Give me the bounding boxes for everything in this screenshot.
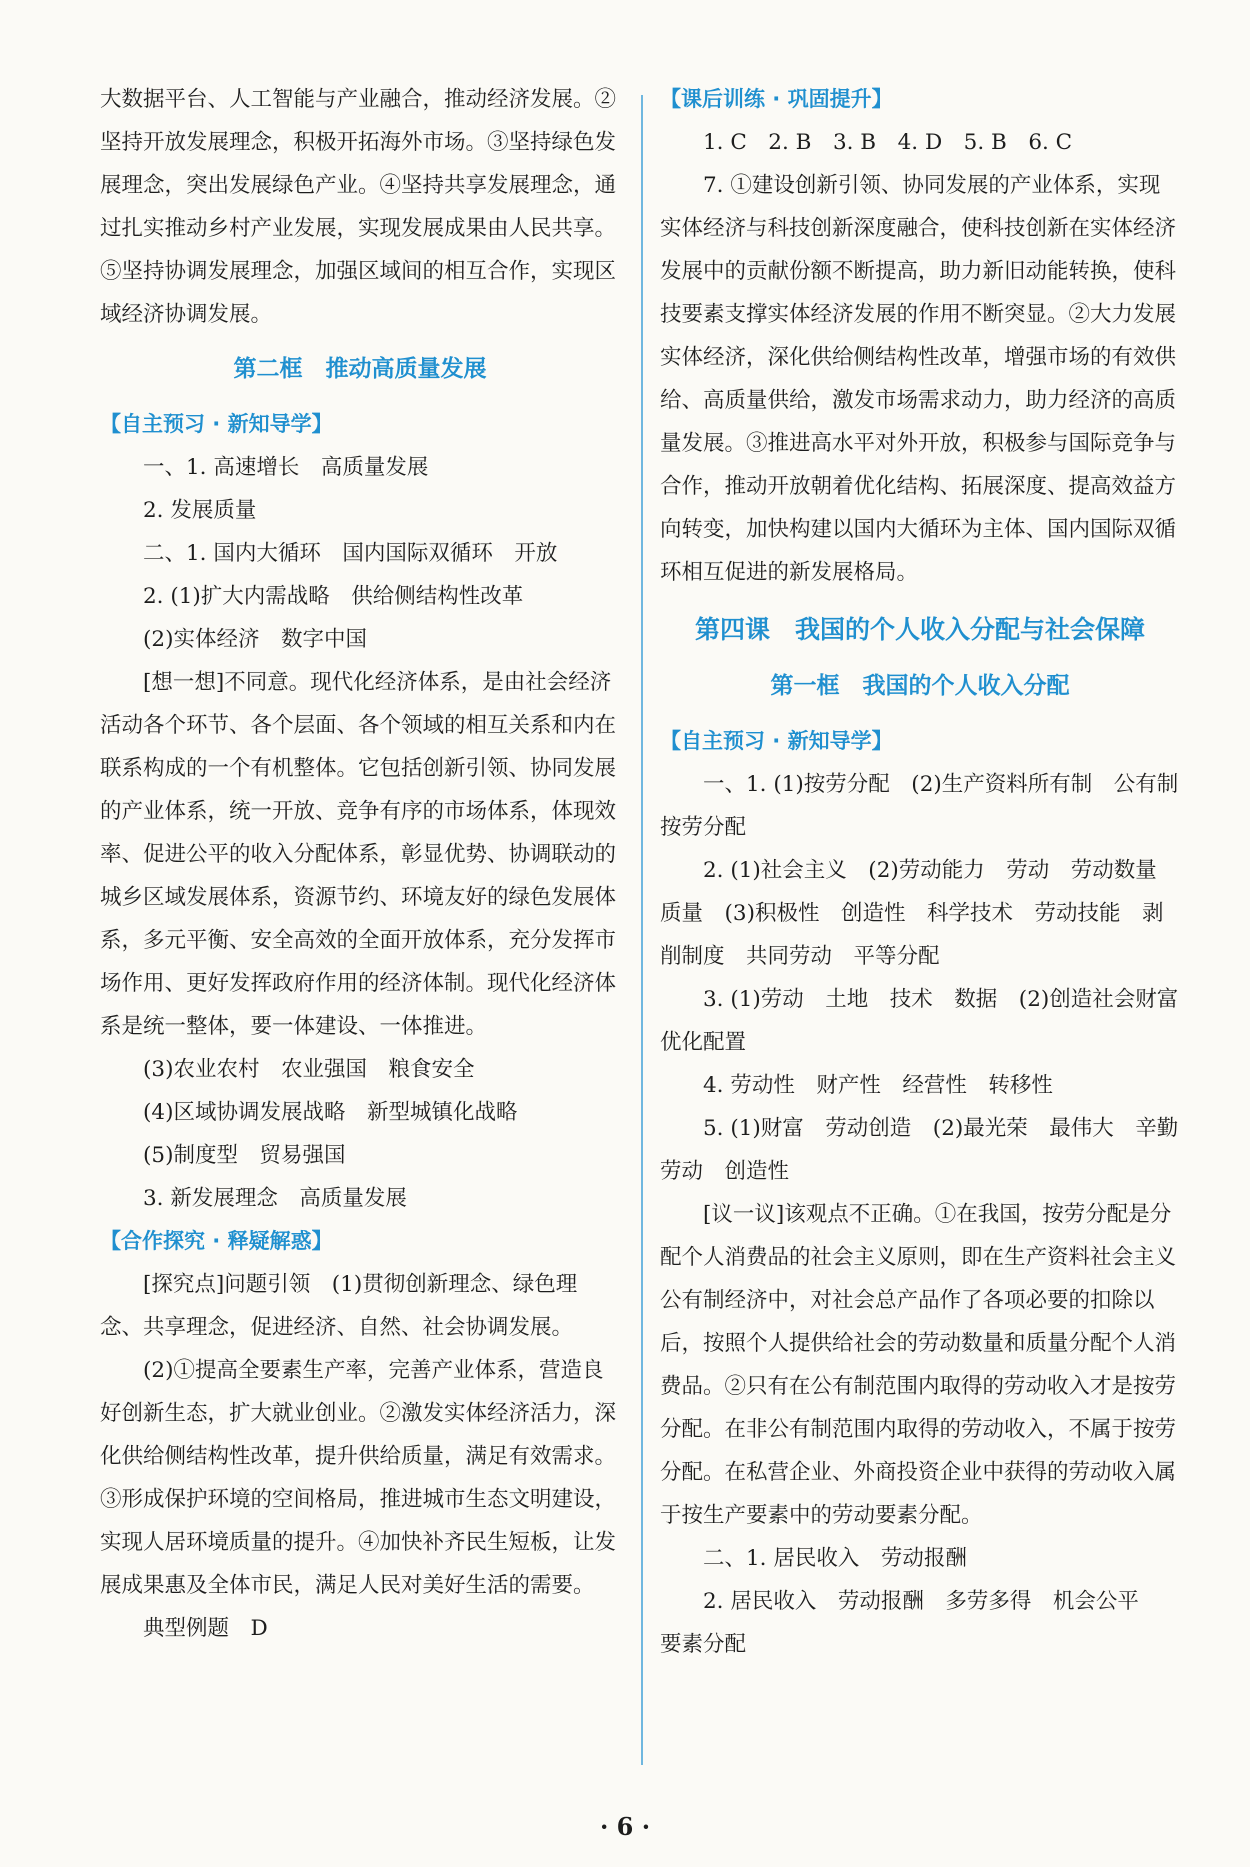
section-header-preview: 【自主预习 · 新知导学】: [100, 412, 333, 436]
question7-answer: 7. ①建设创新引领、协同发展的产业体系，实现实体经济与科技创新深度融合，使科技创新在实体经济发展中的贡献份额不断提高，助力新旧动能转换，使科技要素支撑实体经济发展的作用不断突显。②大力发展实体经济，深化供给侧结构性改革，增强市场的有效供给、高质量供给，激发市场需求动力，助力经济的高质量发展。③推进高水平对外开放，积极参与国际竞争与合作，推动开放朝着优化结构、拓展深度、提高效益方向转变，加快构建以国内大循环为主体、国内国际双循环相互促进的新发展格局。: [660, 173, 1177, 585]
answer-line: 5. (1)财富 劳动创造 (2)最光荣 最伟大 辛勤劳动 创造性: [660, 1116, 1179, 1184]
discuss-paragraph: [议一议]该观点不正确。①在我国，按劳分配是分配个人消费品的社会主义原则，即在生产资料社会主义公有制经济中，对社会总产品作了各项必要的扣除以后，按照个人提供给社会的劳动数量和质量分配个人消费品。②只有在公有制范围内取得的劳动收入才是按劳分配。在非公有制范围内取得的劳动收入，不属于按劳分配。在私营企业、外商投资企业中获得的劳动收入属于按生产要素中的劳动要素分配。: [660, 1202, 1177, 1528]
column-divider: [641, 95, 643, 1765]
right-column: [660, 78, 1200, 1666]
answer-line: (4)区域协调发展战略 新型城镇化战略: [143, 1100, 518, 1125]
example-answer: 典型例题 D: [143, 1616, 268, 1641]
answer-line: 2. (1)扩大内需战略 供给侧结构性改革: [143, 584, 524, 609]
page-number: · 6 ·: [599, 1812, 651, 1841]
answer-line: (2)实体经济 数字中国: [143, 627, 367, 652]
answer-line: (3)农业农村 农业强国 粮食安全: [143, 1057, 475, 1082]
frame2-title: 第二框 推动高质量发展: [233, 356, 487, 382]
answer-line: 2. 发展质量: [143, 498, 257, 523]
answer-line: 3. (1)劳动 土地 技术 数据 (2)创造社会财富 优化配置: [660, 987, 1200, 1055]
explore-paragraph: [探究点]问题引领 (1)贯彻创新理念、绿色理念、共享理念，促进经济、自然、社会协调发展。: [100, 1272, 578, 1340]
frame1-title: 第一框 我国的个人收入分配: [770, 673, 1070, 699]
answer-line: 二、1. 国内大循环 国内国际双循环 开放: [143, 541, 558, 566]
answer-line: 3. 新发展理念 高质量发展: [143, 1186, 407, 1211]
section-header-explore: 【合作探究 · 释疑解惑】: [100, 1229, 333, 1253]
section-header-preview: 【自主预习 · 新知导学】: [660, 729, 893, 753]
think-paragraph: [想一想]不同意。现代化经济体系，是由社会经济活动各个环节、各个层面、各个领域的相互关系和内在联系构成的一个有机整体。它包括创新引领、协同发展的产业体系，统一开放、竞争有序的市场体系，体现效率、促进公平的收入分配体系，彰显优势、协调联动的城乡区域发展体系，资源节约、环境友好的绿色发展体系，多元平衡、安全高效的全面开放体系，充分发挥市场作用、更好发挥政府作用的经济体制。现代化经济体系是统一整体，要一体建设、一体推进。: [100, 670, 617, 1039]
answer-line: 二、1. 居民收入 劳动报酬: [703, 1546, 967, 1571]
answer-line: 一、1. (1)按劳分配 (2)生产资料所有制 公有制 按劳分配: [660, 772, 1200, 840]
explore-paragraph-2: (2)①提高全要素生产率，完善产业体系，营造良好创新生态，扩大就业创业。②激发实体经济活力，深化供给侧结构性改革，提升供给质量，满足有效需求。③形成保护环境的空间格局，推进城市生态文明建设，实现人居环境质量的提升。④加快补齐民生短板，让发展成果惠及全体市民，满足人民对美好生活的需要。: [100, 1358, 617, 1598]
answer-line: 4. 劳动性 财产性 经营性 转移性: [703, 1073, 1053, 1098]
answer-line: 2. (1)社会主义 (2)劳动能力 劳动 劳动数量 质量 (3)积极性 创造性 科学技术 劳动技能 剥削制度 共同劳动 平等分配: [660, 858, 1179, 969]
left-column: [100, 78, 620, 1650]
choice-answers: 1. C 2. B 3. B 4. D 5. B 6. C: [703, 130, 1073, 155]
answer-line: 一、1. 高速增长 高质量发展: [143, 455, 429, 480]
section-header-practice: 【课后训练 · 巩固提升】: [660, 87, 893, 111]
paragraph-continued: 大数据平台、人工智能与产业融合，推动经济发展。②坚持开放发展理念，积极开拓海外市场。③坚持绿色发展理念，突出发展绿色产业。④坚持共享发展理念，通过扎实推动乡村产业发展，实现发展成果由人民共享。⑤坚持协调发展理念，加强区域间的相互合作，实现区域经济协调发展。: [100, 87, 617, 327]
lesson4-title: 第四课 我国的个人收入分配与社会保障: [694, 615, 1145, 644]
answer-line: (5)制度型 贸易强国: [143, 1143, 346, 1168]
answer-line: 2. 居民收入 劳动报酬 多劳多得 机会公平 要素分配: [660, 1589, 1161, 1657]
